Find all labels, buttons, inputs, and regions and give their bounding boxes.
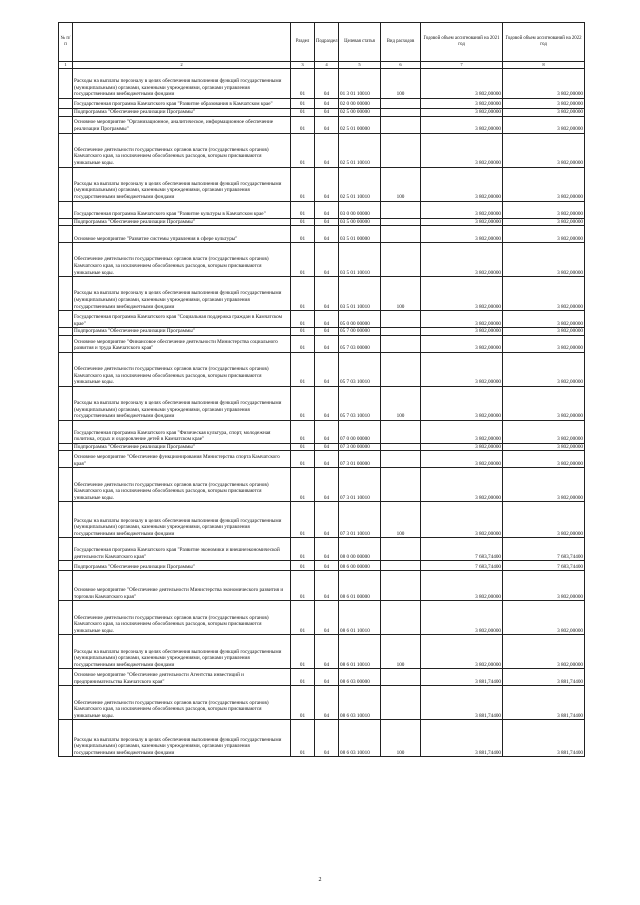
table-row — [59, 109, 585, 117]
row-vid-raskhodov-cell — [381, 352, 421, 386]
row-tselevaya-statya-cell: 02 5 01 10010 — [339, 167, 381, 201]
row-vid-raskhodov-cell — [381, 311, 421, 328]
row-podrazdel-cell: 04 — [315, 720, 339, 757]
row-name-cell: Расходы на выплаты персоналу в целях обеспечения выполнения функций государственными (муниципальными) органами, казенными учреждениями, органами управления государственными внебюджетными фондами — [73, 69, 291, 99]
row-amount-2021-cell: 3 881,74400 — [421, 720, 503, 757]
table-row — [59, 451, 585, 468]
header-vid-raskhodov: Вид расходов — [381, 23, 421, 62]
row-name-cell: Государственная программа Камчатского края "Развитие культуры в Камчатском крае" — [73, 201, 291, 218]
table-row — [59, 502, 585, 538]
row-name-cell: Основное мероприятие "Обеспечение деятельности Министерства экономического развития и торговли Камчатского края" — [73, 571, 291, 601]
row-podrazdel-cell: 04 — [315, 69, 339, 99]
row-amount-2022-cell: 7 683,74400 — [503, 538, 585, 561]
row-amount-2021-cell: 3 802,00000 — [421, 311, 503, 328]
column-number: 4 — [315, 62, 339, 69]
row-name-cell: Расходы на выплаты персоналу в целях обеспечения выполнения функций государственными (муниципальными) органами, казенными учреждениями, органами управления государственными внебюджетными фондами — [73, 167, 291, 201]
header-razdel: Раздел — [291, 23, 315, 62]
table-row — [59, 335, 585, 352]
row-tselevaya-statya-cell: 07 3 01 10010 — [339, 468, 381, 502]
row-tselevaya-statya-cell: 07 0 00 00000 — [339, 420, 381, 443]
row-razdel-cell: 01 — [291, 386, 315, 420]
row-tselevaya-statya-cell: 02 5 01 10010 — [339, 133, 381, 167]
row-amount-2022-cell: 3 802,00000 — [503, 502, 585, 538]
row-amount-2021-cell: 3 802,00000 — [421, 226, 503, 243]
row-amount-2022-cell: 3 802,00000 — [503, 328, 585, 336]
row-amount-2022-cell: 3 802,00000 — [503, 451, 585, 468]
row-name-cell: Расходы на выплаты персоналу в целях обеспечения выполнения функций государственными (муниципальными) органами, казенными учреждениями, органами управления государственными внебюджетными фондами — [73, 720, 291, 757]
row-podrazdel-cell: 04 — [315, 201, 339, 218]
row-razdel-cell: 01 — [291, 218, 315, 226]
header-amount-2022: Годовой объем ассигнований на 2022 год — [503, 23, 585, 62]
row-podrazdel-cell: 04 — [315, 243, 339, 277]
row-amount-2021-cell: 3 802,00000 — [421, 443, 503, 451]
row-razdel-cell: 01 — [291, 720, 315, 757]
table-row — [59, 116, 585, 133]
row-razdel-cell: 01 — [291, 443, 315, 451]
row-name-cell: Государственная программа Камчатского края "Развитие экономики и внешнеэкономической деятельности Камчатского края" — [73, 538, 291, 561]
row-amount-2022-cell: 3 802,00000 — [503, 311, 585, 328]
row-name-cell: Обеспечение деятельности государственных органов власти (государственных органов) Камчатского края, за исключением обособленных расходов, которым присваиваются уникальные коды. — [73, 468, 291, 502]
row-tselevaya-statya-cell: 07 3 01 00000 — [339, 451, 381, 468]
row-num-cell — [59, 720, 73, 757]
row-amount-2022-cell: 3 802,00000 — [503, 109, 585, 117]
table-row — [59, 133, 585, 167]
row-num-cell — [59, 601, 73, 635]
column-number: 3 — [291, 62, 315, 69]
row-vid-raskhodov-cell — [381, 468, 421, 502]
row-vid-raskhodov-cell — [381, 538, 421, 561]
row-name-cell: Основное мероприятие "Обеспечение функционирования Министерства спорта Камчатского края" — [73, 451, 291, 468]
row-podrazdel-cell: 04 — [315, 635, 339, 669]
row-tselevaya-statya-cell: 08 0 00 00000 — [339, 538, 381, 561]
row-amount-2021-cell: 3 802,00000 — [421, 386, 503, 420]
row-amount-2022-cell: 3 802,00000 — [503, 133, 585, 167]
row-podrazdel-cell: 04 — [315, 420, 339, 443]
row-podrazdel-cell: 04 — [315, 218, 339, 226]
row-num-cell — [59, 226, 73, 243]
row-podrazdel-cell: 04 — [315, 328, 339, 336]
row-razdel-cell: 01 — [291, 226, 315, 243]
row-tselevaya-statya-cell: 08 6 01 10010 — [339, 635, 381, 669]
row-tselevaya-statya-cell: 05 7 00 00000 — [339, 328, 381, 336]
row-amount-2022-cell: 7 683,74400 — [503, 561, 585, 571]
row-num-cell — [59, 669, 73, 686]
table-row — [59, 561, 585, 571]
row-tselevaya-statya-cell: 08 6 00 00000 — [339, 561, 381, 571]
row-razdel-cell: 01 — [291, 669, 315, 686]
row-podrazdel-cell: 04 — [315, 311, 339, 328]
budget-table-body — [59, 69, 585, 757]
row-vid-raskhodov-cell — [381, 686, 421, 720]
row-podrazdel-cell: 04 — [315, 468, 339, 502]
row-amount-2022-cell: 3 802,00000 — [503, 218, 585, 226]
row-num-cell — [59, 311, 73, 328]
row-amount-2022-cell: 3 802,00000 — [503, 352, 585, 386]
table-row — [59, 601, 585, 635]
row-tselevaya-statya-cell: 03 5 00 00000 — [339, 218, 381, 226]
row-amount-2022-cell: 3 802,00000 — [503, 420, 585, 443]
row-num-cell — [59, 686, 73, 720]
row-num-cell — [59, 468, 73, 502]
row-num-cell — [59, 571, 73, 601]
table-row — [59, 167, 585, 201]
row-num-cell — [59, 502, 73, 538]
row-num-cell — [59, 352, 73, 386]
row-amount-2021-cell: 3 802,00000 — [421, 335, 503, 352]
row-vid-raskhodov-cell — [381, 99, 421, 109]
table-row — [59, 226, 585, 243]
row-razdel-cell: 01 — [291, 116, 315, 133]
row-razdel-cell: 01 — [291, 109, 315, 117]
row-amount-2022-cell: 3 881,74400 — [503, 686, 585, 720]
row-razdel-cell: 01 — [291, 277, 315, 311]
row-razdel-cell: 01 — [291, 420, 315, 443]
row-num-cell — [59, 277, 73, 311]
row-amount-2021-cell: 3 802,00000 — [421, 635, 503, 669]
row-amount-2021-cell: 7 683,74400 — [421, 561, 503, 571]
table-row — [59, 352, 585, 386]
row-vid-raskhodov-cell: 100 — [381, 720, 421, 757]
row-amount-2022-cell: 3 802,00000 — [503, 69, 585, 99]
row-tselevaya-statya-cell: 05 7 03 10010 — [339, 386, 381, 420]
page-number: 2 — [318, 877, 322, 883]
row-name-cell: Основное мероприятие "Обеспечение деятельности Агентства инвестиций и предпринимательства Камчатского края" — [73, 669, 291, 686]
row-podrazdel-cell: 04 — [315, 116, 339, 133]
header-row — [59, 23, 585, 62]
row-amount-2021-cell: 3 802,00000 — [421, 571, 503, 601]
row-amount-2022-cell: 3 802,00000 — [503, 468, 585, 502]
row-podrazdel-cell: 04 — [315, 335, 339, 352]
row-podrazdel-cell: 04 — [315, 686, 339, 720]
row-amount-2022-cell: 3 802,00000 — [503, 243, 585, 277]
row-amount-2021-cell: 3 802,00000 — [421, 218, 503, 226]
row-name-cell: Основное мероприятие "Организационное, аналитическое, информационное обеспечение реализации Программы" — [73, 116, 291, 133]
row-name-cell: Расходы на выплаты персоналу в целях обеспечения выполнения функций государственными (муниципальными) органами, казенными учреждениями, органами управления государственными внебюджетными фондами — [73, 502, 291, 538]
row-amount-2021-cell: 3 802,00000 — [421, 468, 503, 502]
row-tselevaya-statya-cell: 08 6 03 00000 — [339, 669, 381, 686]
row-name-cell: Расходы на выплаты персоналу в целях обеспечения выполнения функций государственными (муниципальными) органами, казенными учреждениями, органами управления государственными внебюджетными фондами — [73, 277, 291, 311]
row-tselevaya-statya-cell: 03 5 01 10010 — [339, 277, 381, 311]
row-podrazdel-cell: 04 — [315, 99, 339, 109]
row-podrazdel-cell: 04 — [315, 277, 339, 311]
row-tselevaya-statya-cell: 08 6 01 10010 — [339, 601, 381, 635]
row-amount-2022-cell: 3 802,00000 — [503, 167, 585, 201]
row-vid-raskhodov-cell — [381, 328, 421, 336]
row-amount-2021-cell: 3 881,74400 — [421, 686, 503, 720]
row-razdel-cell: 01 — [291, 538, 315, 561]
row-vid-raskhodov-cell — [381, 218, 421, 226]
row-num-cell — [59, 386, 73, 420]
row-amount-2022-cell: 3 881,74400 — [503, 720, 585, 757]
column-number-row — [59, 62, 585, 69]
row-tselevaya-statya-cell: 03 5 01 10010 — [339, 243, 381, 277]
table-row — [59, 635, 585, 669]
row-vid-raskhodov-cell — [381, 451, 421, 468]
row-podrazdel-cell: 04 — [315, 443, 339, 451]
row-tselevaya-statya-cell: 03 5 01 00000 — [339, 226, 381, 243]
header-tselevaya-statya: Целевая статья — [339, 23, 381, 62]
row-num-cell — [59, 167, 73, 201]
row-podrazdel-cell: 04 — [315, 109, 339, 117]
row-podrazdel-cell: 04 — [315, 451, 339, 468]
row-name-cell: Основное мероприятие "Развитие системы управления в сфере культуры" — [73, 226, 291, 243]
row-name-cell: Государственная программа Камчатского края "Развитие образования в Камчатском крае" — [73, 99, 291, 109]
row-amount-2021-cell: 7 683,74400 — [421, 538, 503, 561]
row-num-cell — [59, 635, 73, 669]
row-name-cell: Обеспечение деятельности государственных органов власти (государственных органов) Камчатского края, за исключением обособленных расходов, которым присваиваются уникальные коды. — [73, 243, 291, 277]
row-razdel-cell: 01 — [291, 601, 315, 635]
row-name-cell: Подпрограмма "Обеспечение реализации Программы" — [73, 328, 291, 336]
row-name-cell: Государственная программа Камчатского края "Социальная поддержка граждан в Камчатском крае" — [73, 311, 291, 328]
row-razdel-cell: 01 — [291, 635, 315, 669]
row-name-cell: Подпрограмма "Обеспечение реализации Программы" — [73, 443, 291, 451]
row-num-cell — [59, 201, 73, 218]
row-amount-2021-cell: 3 802,00000 — [421, 167, 503, 201]
row-podrazdel-cell: 04 — [315, 538, 339, 561]
row-razdel-cell: 01 — [291, 686, 315, 720]
budget-table — [58, 22, 585, 757]
row-amount-2021-cell: 3 802,00000 — [421, 133, 503, 167]
column-number: 2 — [73, 62, 291, 69]
row-vid-raskhodov-cell: 100 — [381, 502, 421, 538]
header-amount-2021: Годовой объем ассигнований на 2021 год — [421, 23, 503, 62]
row-amount-2022-cell: 3 802,00000 — [503, 635, 585, 669]
row-razdel-cell: 01 — [291, 451, 315, 468]
row-name-cell: Основное мероприятие "Финансовое обеспечение деятельности Министерства социального развития и труда Камчатского края" — [73, 335, 291, 352]
row-amount-2021-cell: 3 802,00000 — [421, 69, 503, 99]
table-row — [59, 328, 585, 336]
row-amount-2022-cell: 3 802,00000 — [503, 201, 585, 218]
row-num-cell — [59, 109, 73, 117]
row-name-cell: Обеспечение деятельности государственных органов власти (государственных органов) Камчатского края, за исключением обособленных расходов, которым присваиваются уникальные коды. — [73, 601, 291, 635]
row-num-cell — [59, 328, 73, 336]
row-num-cell — [59, 420, 73, 443]
row-razdel-cell: 01 — [291, 561, 315, 571]
row-num-cell — [59, 335, 73, 352]
row-amount-2022-cell: 3 802,00000 — [503, 277, 585, 311]
table-row — [59, 69, 585, 99]
header-name — [73, 23, 291, 62]
row-amount-2021-cell: 3 802,00000 — [421, 99, 503, 109]
row-amount-2021-cell: 3 802,00000 — [421, 601, 503, 635]
row-podrazdel-cell: 04 — [315, 386, 339, 420]
table-row — [59, 201, 585, 218]
row-amount-2022-cell: 3 802,00000 — [503, 571, 585, 601]
row-tselevaya-statya-cell: 08 6 01 00000 — [339, 571, 381, 601]
row-vid-raskhodov-cell: 100 — [381, 277, 421, 311]
column-number: 8 — [503, 62, 585, 69]
row-vid-raskhodov-cell — [381, 561, 421, 571]
row-name-cell: Расходы на выплаты персоналу в целях обеспечения выполнения функций государственными (муниципальными) органами, казенными учреждениями, органами управления государственными внебюджетными фондами — [73, 635, 291, 669]
row-tselevaya-statya-cell: 07 3 00 00000 — [339, 443, 381, 451]
row-tselevaya-statya-cell: 08 6 03 10010 — [339, 686, 381, 720]
row-vid-raskhodov-cell: 100 — [381, 69, 421, 99]
row-vid-raskhodov-cell — [381, 443, 421, 451]
row-num-cell — [59, 443, 73, 451]
row-name-cell: Обеспечение деятельности государственных органов власти (государственных органов) Камчатского края, за исключением обособленных расходов, которым присваиваются уникальные коды. — [73, 352, 291, 386]
header-num: № п/п — [59, 23, 73, 62]
row-podrazdel-cell: 04 — [315, 601, 339, 635]
row-amount-2021-cell: 3 881,74400 — [421, 669, 503, 686]
row-razdel-cell: 01 — [291, 243, 315, 277]
table-row — [59, 311, 585, 328]
column-number: 7 — [421, 62, 503, 69]
row-tselevaya-statya-cell: 02 5 00 00000 — [339, 109, 381, 117]
row-tselevaya-statya-cell: 01 3 01 10010 — [339, 69, 381, 99]
table-row — [59, 277, 585, 311]
row-amount-2022-cell: 3 802,00000 — [503, 601, 585, 635]
row-num-cell — [59, 218, 73, 226]
row-razdel-cell: 01 — [291, 328, 315, 336]
row-razdel-cell: 01 — [291, 99, 315, 109]
row-name-cell: Расходы на выплаты персоналу в целях обеспечения выполнения функций государственными (муниципальными) органами, казенными учреждениями, органами управления государственными внебюджетными фондами — [73, 386, 291, 420]
row-amount-2021-cell: 3 802,00000 — [421, 420, 503, 443]
row-num-cell — [59, 561, 73, 571]
row-razdel-cell: 01 — [291, 468, 315, 502]
row-vid-raskhodov-cell: 100 — [381, 635, 421, 669]
row-amount-2022-cell: 3 802,00000 — [503, 335, 585, 352]
row-vid-raskhodov-cell — [381, 109, 421, 117]
row-name-cell: Подпрограмма "Обеспечение реализации Программы" — [73, 109, 291, 117]
row-tselevaya-statya-cell: 05 7 03 10010 — [339, 352, 381, 386]
table-row — [59, 468, 585, 502]
column-number: 1 — [59, 62, 73, 69]
row-name-cell: Государственная программа Камчатского края "Физическая культура, спорт, молодежная политика, отдых и оздоровление детей в Камчатском крае" — [73, 420, 291, 443]
row-razdel-cell: 01 — [291, 571, 315, 601]
row-amount-2021-cell: 3 802,00000 — [421, 352, 503, 386]
table-row — [59, 443, 585, 451]
row-num-cell — [59, 99, 73, 109]
row-amount-2021-cell: 3 802,00000 — [421, 201, 503, 218]
row-num-cell — [59, 243, 73, 277]
column-number: 5 — [339, 62, 381, 69]
header-podrazdel: Подраздел — [315, 23, 339, 62]
row-vid-raskhodov-cell — [381, 226, 421, 243]
row-podrazdel-cell: 04 — [315, 669, 339, 686]
row-podrazdel-cell: 04 — [315, 571, 339, 601]
row-amount-2022-cell: 3 802,00000 — [503, 99, 585, 109]
table-row — [59, 669, 585, 686]
row-vid-raskhodov-cell — [381, 116, 421, 133]
row-amount-2021-cell: 3 802,00000 — [421, 328, 503, 336]
row-razdel-cell: 01 — [291, 502, 315, 538]
row-vid-raskhodov-cell: 100 — [381, 167, 421, 201]
row-razdel-cell: 01 — [291, 69, 315, 99]
row-name-cell: Обеспечение деятельности государственных органов власти (государственных органов) Камчатского края, за исключением обособленных расходов, которым присваиваются уникальные коды. — [73, 686, 291, 720]
row-razdel-cell: 01 — [291, 352, 315, 386]
row-amount-2021-cell: 3 802,00000 — [421, 451, 503, 468]
row-vid-raskhodov-cell: 100 — [381, 386, 421, 420]
row-podrazdel-cell: 04 — [315, 226, 339, 243]
row-podrazdel-cell: 04 — [315, 561, 339, 571]
column-number: 6 — [381, 62, 421, 69]
row-name-cell: Обеспечение деятельности государственных органов власти (государственных органов) Камчатского края, за исключением обособленных расходов, которым присваиваются уникальные коды. — [73, 133, 291, 167]
row-vid-raskhodov-cell — [381, 571, 421, 601]
row-tselevaya-statya-cell: 03 0 00 00000 — [339, 201, 381, 218]
row-tselevaya-statya-cell: 05 0 00 00000 — [339, 311, 381, 328]
row-amount-2022-cell: 3 802,00000 — [503, 443, 585, 451]
row-tselevaya-statya-cell: 02 5 01 00000 — [339, 116, 381, 133]
row-vid-raskhodov-cell — [381, 133, 421, 167]
row-tselevaya-statya-cell: 08 6 03 10010 — [339, 720, 381, 757]
row-amount-2022-cell: 3 802,00000 — [503, 116, 585, 133]
row-num-cell — [59, 451, 73, 468]
table-row — [59, 99, 585, 109]
row-podrazdel-cell: 04 — [315, 502, 339, 538]
table-row — [59, 686, 585, 720]
row-amount-2021-cell: 3 802,00000 — [421, 109, 503, 117]
row-amount-2021-cell: 3 802,00000 — [421, 116, 503, 133]
row-razdel-cell: 01 — [291, 335, 315, 352]
row-tselevaya-statya-cell: 02 0 00 00000 — [339, 99, 381, 109]
row-razdel-cell: 01 — [291, 133, 315, 167]
table-row — [59, 386, 585, 420]
row-amount-2021-cell: 3 802,00000 — [421, 243, 503, 277]
row-amount-2022-cell: 3 802,00000 — [503, 386, 585, 420]
row-razdel-cell: 01 — [291, 311, 315, 328]
row-num-cell — [59, 69, 73, 99]
budget-document — [58, 22, 584, 757]
table-row — [59, 538, 585, 561]
row-num-cell — [59, 133, 73, 167]
row-vid-raskhodov-cell — [381, 669, 421, 686]
row-vid-raskhodov-cell — [381, 335, 421, 352]
table-row — [59, 571, 585, 601]
table-row — [59, 218, 585, 226]
row-podrazdel-cell: 04 — [315, 167, 339, 201]
row-vid-raskhodov-cell — [381, 420, 421, 443]
row-tselevaya-statya-cell: 07 3 01 10010 — [339, 502, 381, 538]
row-podrazdel-cell: 04 — [315, 352, 339, 386]
row-name-cell: Подпрограмма "Обеспечение реализации Программы" — [73, 561, 291, 571]
row-num-cell — [59, 538, 73, 561]
row-num-cell — [59, 116, 73, 133]
table-row — [59, 720, 585, 757]
row-tselevaya-statya-cell: 05 7 03 00000 — [339, 335, 381, 352]
row-name-cell: Подпрограмма "Обеспечение реализации Программы" — [73, 218, 291, 226]
table-row — [59, 243, 585, 277]
row-vid-raskhodov-cell — [381, 201, 421, 218]
row-vid-raskhodov-cell — [381, 601, 421, 635]
row-razdel-cell: 01 — [291, 167, 315, 201]
row-podrazdel-cell: 04 — [315, 133, 339, 167]
row-amount-2021-cell: 3 802,00000 — [421, 502, 503, 538]
table-row — [59, 420, 585, 443]
row-amount-2021-cell: 3 802,00000 — [421, 277, 503, 311]
row-vid-raskhodov-cell — [381, 243, 421, 277]
row-razdel-cell: 01 — [291, 201, 315, 218]
row-amount-2022-cell: 3 802,00000 — [503, 226, 585, 243]
row-amount-2022-cell: 3 881,74400 — [503, 669, 585, 686]
